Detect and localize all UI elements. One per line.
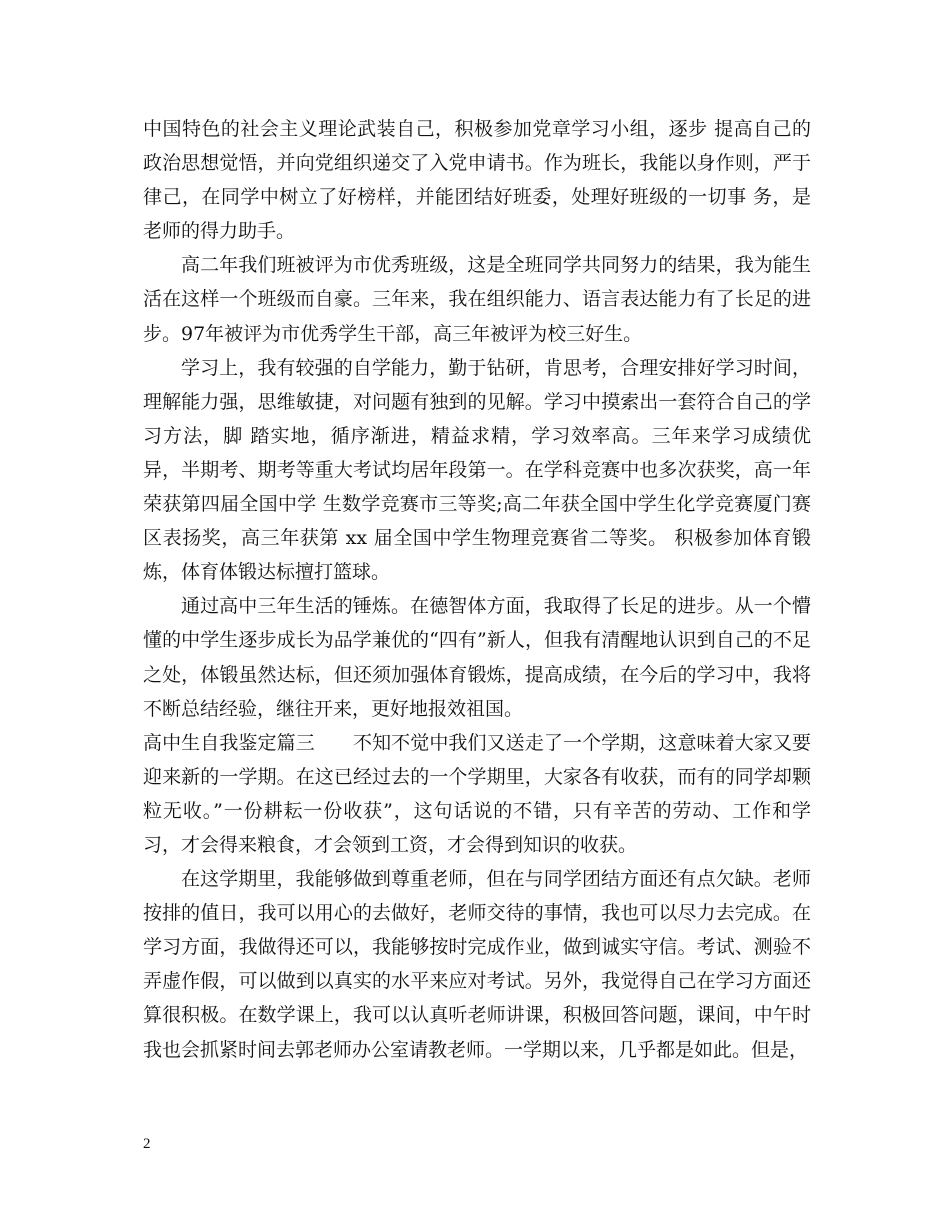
- page-number: 2: [143, 1136, 151, 1152]
- paragraph-1: 中国特色的社会主义理论武装自己，积极参加党章学习小组，逐步 提高自己的政治思想觉悟，并向党组织递交了入党申请书。作为班长，我能以身作则，严于律己，在同学中树立了好榜样，并能团结好班委，处理好班级的一切事 务，是老师的得力助手。: [143, 118, 811, 243]
- section-heading: 高中生自我鉴定篇三: [143, 731, 315, 754]
- paragraph-4: 通过高中三年生活的锤炼。在德智体方面，我取得了长足的进步。从一个懵懂的中学生逐步成长为品学兼优的“四有”新人，但我有清醒地认识到自己的不足之处，体锻虽然达标，但还须加强体育锻炼，提高成绩，在今后的学习中，我将不断总结经验，继往开来，更好地报效祖国。: [143, 595, 811, 720]
- document-body: [143, 112, 811, 1067]
- section-paragraph: [143, 726, 811, 862]
- section-text: 不知不觉中我们又送走了一个学期，这意味着大家又要迎来新的一学期。在这已经过去的一个学期里，大家各有收获，而有的同学却颗粒无收。”一份耕耘一份收获”，这句话说的不错，只有辛苦的劳动、工作和学习，才会得来粮食，才会领到工资，才会得到知识的收获。: [143, 731, 811, 856]
- paragraph-3: 学习上，我有较强的自学能力，勤于钻研，肯思考，合理安排好学习时间，理解能力强，思维敏捷，对问题有独到的见解。学习中摸索出一套符合自己的学习方法，脚 踏实地，循序渐进，精益求精，学习效率高。三年来学习成绩优异，半期考、期考等重大考试均居年段第一。在学科竞赛中也多次获奖，高一年荣获第四届全国中学 生数学竞赛市三等奖;高二年获全国中学生化学竞赛厦门赛区表扬奖，高三年获第 xx 届全国中学生物理竞赛省二等奖。 积极参加体育锻炼，体育体锻达标擅打篮球。: [143, 356, 811, 584]
- paragraph-2: 高二年我们班被评为市优秀班级，这是全班同学共同努力的结果，我为能生活在这样一个班级而自豪。三年来，我在组织能力、语言表达能力有了长足的进步。97年被评为市优秀学生干部，高三年被评为校三好生。: [143, 254, 811, 345]
- section-gap: [315, 732, 353, 754]
- paragraph-5: 在这学期里，我能够做到尊重老师，但在与同学团结方面还有点欠缺。老师按排的值日，我可以用心的去做好，老师交待的事情，我也可以尽力去完成。在学习方面，我做得还可以，我能够按时完成作业，做到诚实守信。考试、测验不弄虚作假，可以做到以真实的水平来应对考试。另外，我觉得自己在学习方面还算很积极。在数学课上，我可以认真听老师讲课，积极回答问题，课间，中午时我也会抓紧时间去郭老师办公室请教老师。一学期以来，几乎都是如此。但是，: [143, 868, 811, 1061]
